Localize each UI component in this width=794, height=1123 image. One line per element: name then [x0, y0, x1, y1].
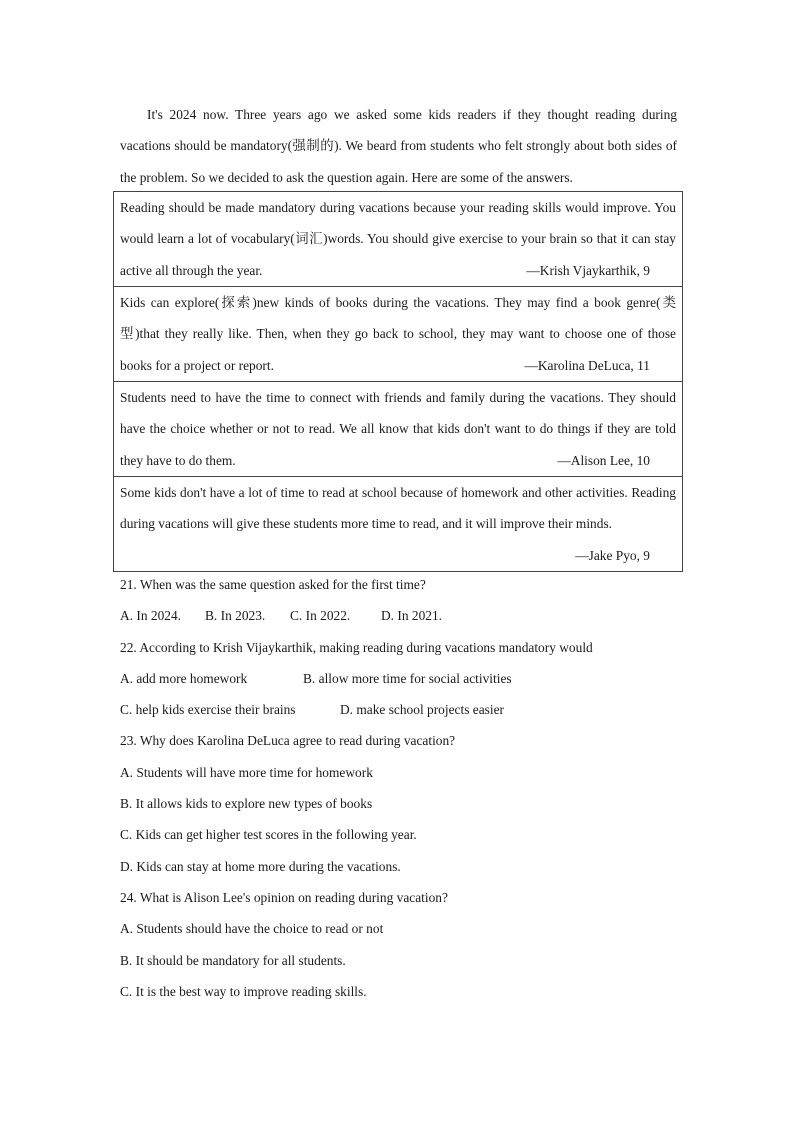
opinion-author: —Krish Vjaykarthik, 9 [526, 262, 650, 278]
question-stem-24: 24. What is Alison Lee's opinion on reading during vacation? [120, 889, 448, 905]
option-24-b[interactable]: B. It should be mandatory for all students. [120, 952, 346, 968]
question-options-21 [120, 600, 680, 631]
option-21-a[interactable]: A. In 2024. [120, 608, 181, 624]
questions-section [120, 569, 680, 1007]
option-21-c[interactable]: C. In 2022. [290, 608, 351, 624]
option-22-b[interactable]: B. allow more time for social activities [303, 670, 512, 686]
option-23-c[interactable]: C. Kids can get higher test scores in the following year. [120, 827, 417, 843]
option-22-a[interactable]: A. add more homework [120, 670, 248, 686]
option-24-a[interactable]: A. Students should have the choice to read or not [120, 921, 384, 937]
opinion-author: —Jake Pyo, 9 [575, 547, 650, 563]
opinion-cell [114, 287, 683, 382]
opinion-row-krish [114, 192, 683, 287]
opinion-row-alison [114, 382, 683, 477]
opinion-row-jake [114, 477, 683, 572]
option-22-d[interactable]: D. make school projects easier [340, 702, 504, 718]
question-options-22-row2 [120, 694, 680, 725]
question-stem-23: 23. Why does Karolina DeLuca agree to read during vacation? [120, 733, 456, 749]
question-stem-22: 22. According to Krish Vijaykarthik, making reading during vacations mandatory would [120, 639, 593, 655]
opinion-author: —Alison Lee, 10 [557, 452, 650, 468]
question-options-22-row1 [120, 663, 680, 694]
opinion-row-karolina [114, 287, 683, 382]
option-23-b[interactable]: B. It allows kids to explore new types of books [120, 796, 373, 812]
opinion-text: Reading should be made mandatory during vacations because your reading skills would improve. You would learn a lot of vocabulary(词汇)words. You should give exercise to your brain so that it can stay active all through the year. [120, 200, 676, 278]
opinion-text: Students need to have the time to connect with friends and family during the vacations. They should have the choice whether or not to read. We all know that kids don't want to do things if they are told they have to do them. [120, 390, 676, 468]
opinion-text: Some kids don't have a lot of time to read at school because of homework and other activities. Reading during vacations will give these students more time to read, and it will improve their minds. [120, 485, 676, 532]
opinions-table [113, 191, 683, 572]
question-stem-21: 21. When was the same question asked for the first time? [120, 577, 426, 592]
opinion-text: Kids can explore(探索)new kinds of books during the vacations. They may find a book genre(类型)that they really like. Then, when they go back to school, they may want to choose one of those books for a project or report. [120, 295, 676, 373]
opinion-author: —Karolina DeLuca, 11 [524, 357, 650, 373]
option-21-b[interactable]: B. In 2023. [205, 608, 266, 624]
option-23-a[interactable]: A. Students will have more time for homework [120, 764, 373, 780]
opinion-cell [114, 382, 683, 477]
option-21-d[interactable]: D. In 2021. [381, 608, 442, 624]
opinion-cell [114, 477, 683, 572]
option-22-c[interactable]: C. help kids exercise their brains [120, 702, 296, 718]
intro-paragraph: It's 2024 now. Three years ago we asked some kids readers if they thought reading during vacations should be mandatory(强制的). We beard from students who felt strongly about both sides of the problem. So we decided to ask the question again. Here are some of the answers. [120, 107, 677, 185]
opinion-cell [114, 192, 683, 287]
option-24-c[interactable]: C. It is the best way to improve reading skills. [120, 983, 367, 999]
option-23-d[interactable]: D. Kids can stay at home more during the vacations. [120, 858, 401, 874]
